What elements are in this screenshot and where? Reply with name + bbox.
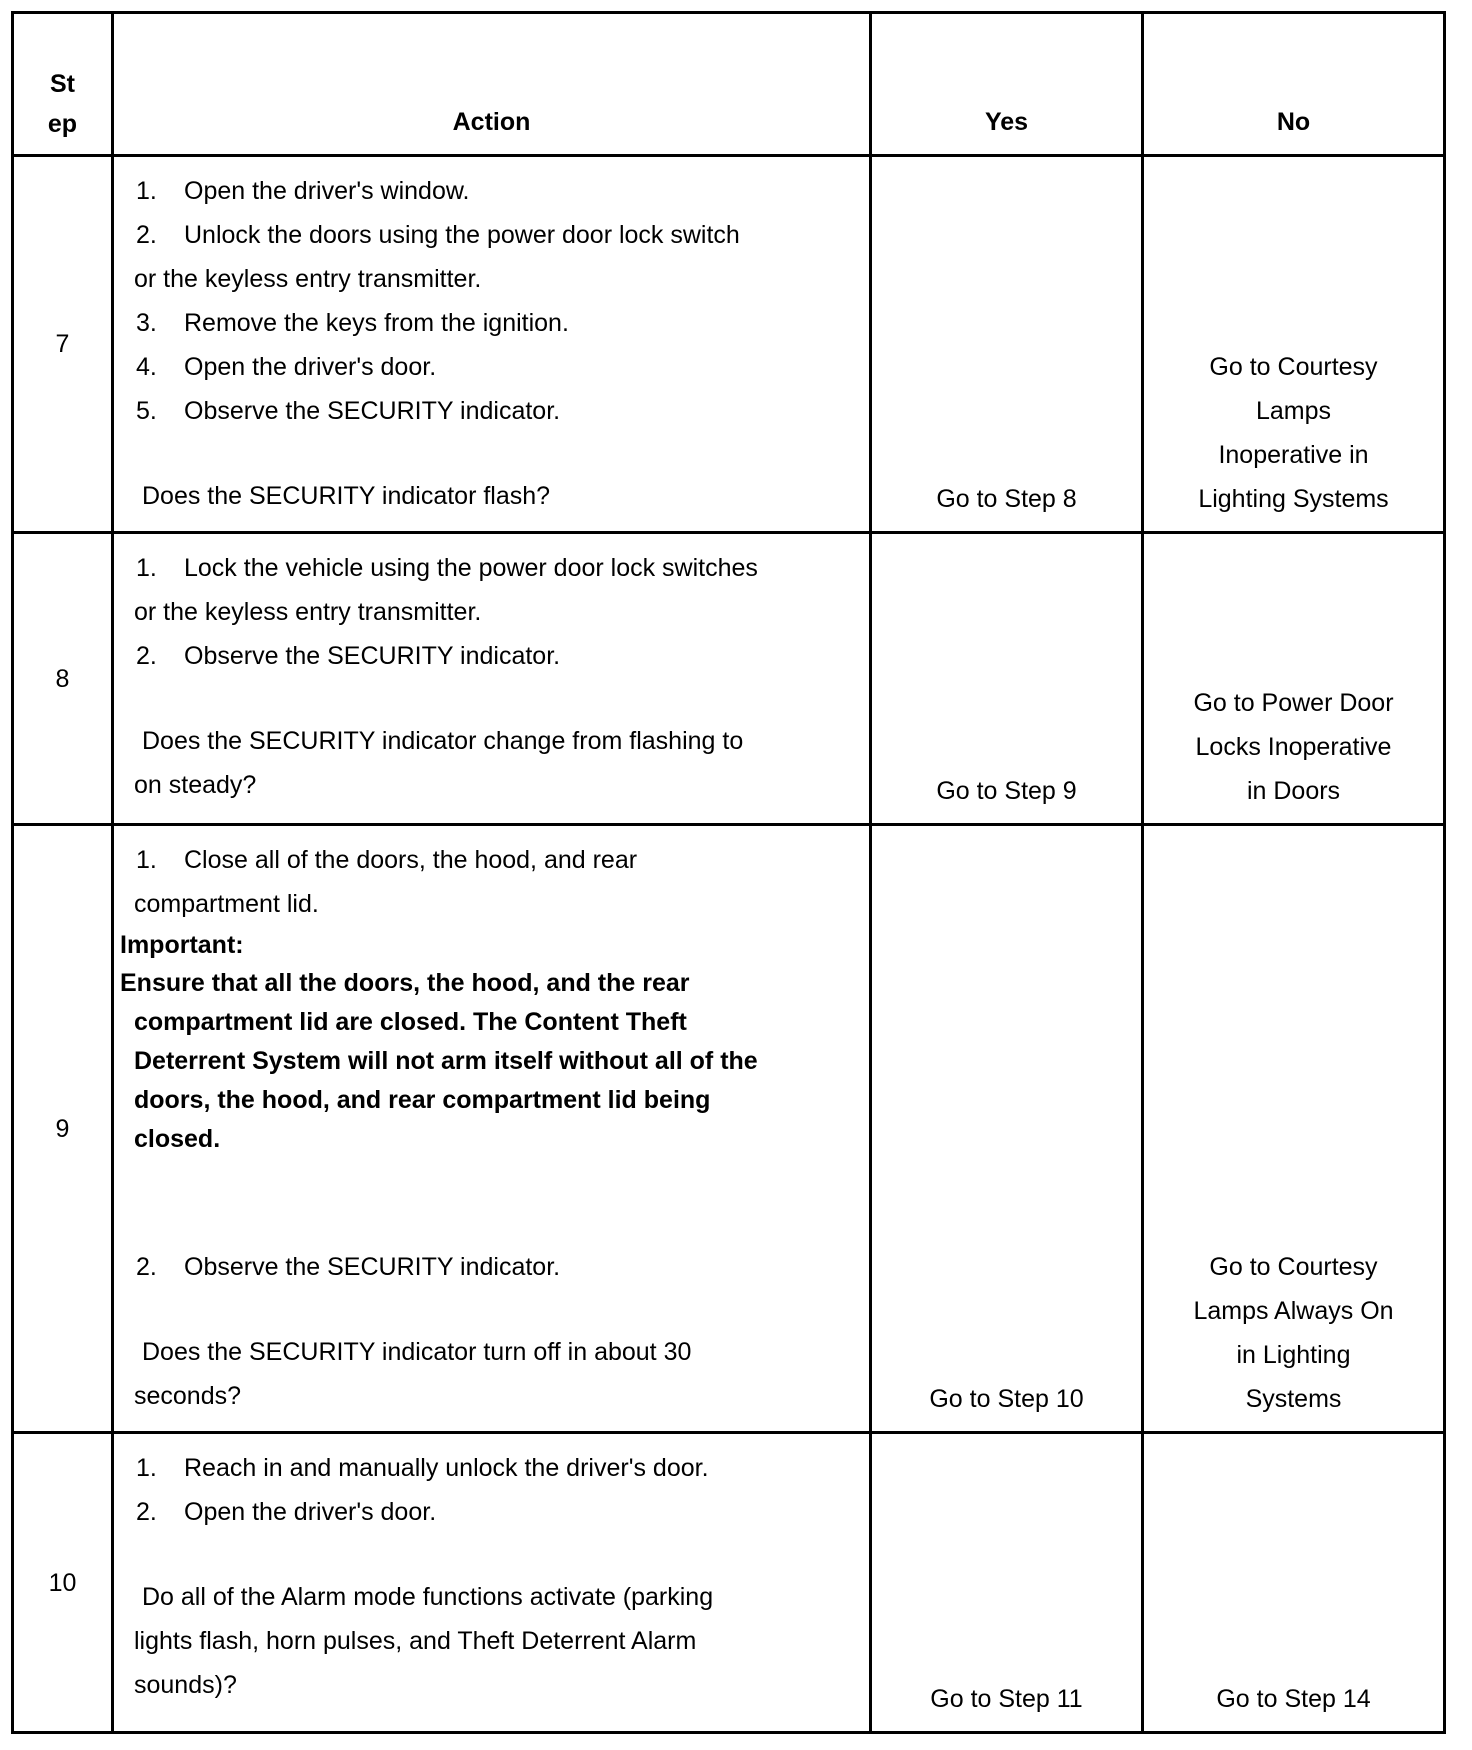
action-item: 2. Observe the SECURITY indicator. (136, 1253, 561, 1281)
yes-result: Go to Step 10 (871, 825, 1143, 1433)
action-cell (113, 1433, 871, 1733)
important-title: Important: (120, 931, 244, 959)
action-cell (113, 156, 871, 533)
step-header: St ep (13, 13, 113, 156)
no-result: Go to Courtesy Lamps Always On in Lighting Systems (1143, 825, 1445, 1433)
action-item: 4. Open the driver's door. (136, 353, 437, 381)
question: Do all of the Alarm mode functions activate (parking (142, 1583, 714, 1611)
action-item: 5. Observe the SECURITY indicator. (136, 397, 561, 425)
step-number: 8 (13, 533, 113, 825)
action-header: Action (113, 13, 871, 156)
yes-header: Yes (871, 13, 1143, 156)
table-row (13, 1433, 1445, 1733)
table-row (13, 533, 1445, 825)
action-item: 1. Open the driver's window. (136, 177, 470, 205)
action-item: 1. Close all of the doors, the hood, and rear (136, 846, 638, 874)
diagnostic-table (11, 11, 1446, 1734)
important-text: doors, the hood, and rear compartment lid being (134, 1086, 711, 1114)
question-continuation: lights flash, horn pulses, and Theft Deterrent Alarm (134, 1627, 697, 1655)
question: Does the SECURITY indicator turn off in about 30 (142, 1338, 692, 1366)
question-continuation: on steady? (134, 771, 257, 799)
step-number: 9 (13, 825, 113, 1433)
action-item-continuation: or the keyless entry transmitter. (134, 598, 482, 626)
action-item: 2. Observe the SECURITY indicator. (136, 642, 561, 670)
important-text: closed. (134, 1125, 221, 1153)
yes-result: Go to Step 11 (871, 1433, 1143, 1733)
no-header: No (1143, 13, 1445, 156)
yes-result: Go to Step 9 (871, 533, 1143, 825)
step-number: 7 (13, 156, 113, 533)
action-item: 1. Lock the vehicle using the power door lock switches (136, 554, 758, 582)
question-continuation: seconds? (134, 1382, 242, 1410)
action-item-continuation: compartment lid. (134, 890, 319, 918)
important-text: Deterrent System will not arm itself without all of the (134, 1047, 758, 1075)
action-cell (113, 825, 871, 1433)
action-item: 1. Reach in and manually unlock the driver's door. (136, 1454, 709, 1482)
table-row (13, 156, 1445, 533)
important-text: compartment lid are closed. The Content Theft (134, 1008, 687, 1036)
question-continuation: sounds)? (134, 1671, 237, 1699)
no-result: Go to Power Door Locks Inoperative in Doors (1143, 533, 1445, 825)
action-item: 2. Open the driver's door. (136, 1498, 437, 1526)
question: Does the SECURITY indicator flash? (142, 482, 551, 510)
action-item: 2. Unlock the doors using the power door lock switch (136, 221, 740, 249)
table-row (13, 825, 1445, 1433)
action-item-continuation: or the keyless entry transmitter. (134, 265, 482, 293)
yes-result: Go to Step 8 (871, 156, 1143, 533)
action-item: 3. Remove the keys from the ignition. (136, 309, 569, 337)
no-result: Go to Step 14 (1143, 1433, 1445, 1733)
action-cell (113, 533, 871, 825)
header-row (13, 13, 1445, 156)
no-result: Go to Courtesy Lamps Inoperative in Lighting Systems (1143, 156, 1445, 533)
important-text: Ensure that all the doors, the hood, and the rear (120, 969, 690, 997)
question: Does the SECURITY indicator change from flashing to (142, 727, 744, 755)
step-number: 10 (13, 1433, 113, 1733)
